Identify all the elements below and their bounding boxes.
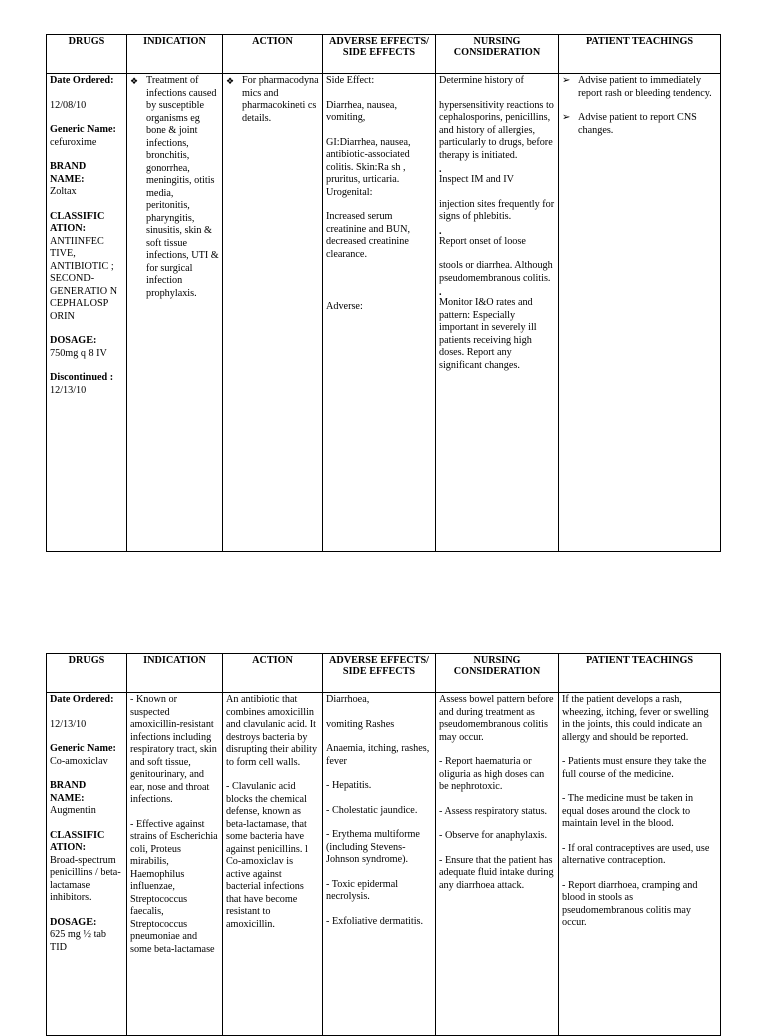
date-ordered-label: Date Ordered:: [50, 75, 114, 86]
generic-name-value: Co-amoxiclav: [50, 755, 108, 767]
adverse-text: Anaemia, itching, rashes, fever: [326, 743, 430, 767]
dosage-value: 625 mg ½ tab TID: [50, 929, 107, 953]
date-ordered-value: 12/08/10: [50, 99, 87, 111]
teaching-text: - Report diarrhoea, cramping and blood in stools as pseudomembranous colitis may occur.: [562, 879, 698, 928]
bullet-dot: .: [439, 164, 442, 175]
brand-name-label: BRAND NAME:: [50, 780, 87, 804]
indication-text: - Effective against strains of Escherichia coli, Proteus mirabilis, Haemophilus influenzae, Streptococcus faecalis, Streptococcus pneumoniae and some beta-lactamase: [130, 818, 218, 955]
drug-table-cefuroxime: [46, 34, 721, 552]
header-adverse-effects: ADVERSE EFFECTS/ SIDE EFFECTS: [323, 654, 436, 693]
generic-name-value: cefuroxime: [50, 136, 97, 148]
indication-text: - Known or suspected amoxicillin-resistant infections including respiratory tract, skin and soft tissue, genitourinary, and ear, nose and throat infections.: [130, 694, 217, 805]
adverse-text: vomiting Rashes: [326, 718, 395, 730]
table-header-row: [47, 654, 721, 693]
adverse-text: GI:Diarrhea, nausea, antibiotic-associated colitis. Skin:Ra sh , pruritus, urticaria. Urogenital:: [326, 136, 411, 198]
action-text: An antibiotic that combines amoxicillin and clavulanic acid. It destroys bacteria by disrupting their ability to form cell walls.: [226, 694, 318, 768]
discontinued-value: 12/13/10: [50, 384, 87, 396]
indication-cell: [127, 693, 223, 1036]
nursing-text: Monitor I&O rates and pattern: Especially important in severely ill patients receiving high doses. Report any significant changes.: [439, 297, 537, 371]
action-cell: [223, 74, 323, 552]
nursing-text: - Ensure that the patient has adequate fluid intake during any diarrhoea attack.: [439, 854, 554, 891]
table-header-row: [47, 35, 721, 74]
action-item: ❖ For pharmacodyna mics and pharmacokineti cs details.: [226, 75, 319, 125]
adverse-text: - Exfoliative dermatitis.: [326, 915, 424, 927]
teaching-item: ➢ Advise patient to report CNS changes.: [562, 112, 717, 137]
classification-label: CLASSIFIC ATION:: [50, 829, 105, 853]
drugs-cell: [47, 74, 127, 552]
nursing-text: Determine history of: [439, 75, 524, 86]
adverse-effects-cell: [323, 74, 436, 552]
adverse-text: - Toxic epidermal necrolysis.: [326, 878, 399, 902]
header-indication: INDICATION: [127, 35, 223, 74]
nursing-text: Inspect IM and IV: [439, 174, 514, 185]
adverse-text: Adverse:: [326, 301, 363, 312]
adverse-text: - Erythema multiforme (including Stevens-Johnson syndrome).: [326, 829, 420, 865]
nursing-text: Assess bowel pattern before and during treatment as pseudomembranous colitis may occur.: [439, 694, 554, 743]
patient-teachings-cell: [559, 74, 721, 552]
adverse-effects-cell: [323, 693, 436, 1036]
nursing-text: injection sites frequently for signs of phlebitis.: [439, 198, 555, 222]
bullet-dot: .: [439, 287, 442, 298]
classification-value: ANTIINFEC TIVE, ANTIBIOTIC ; SECOND-GENERATIO N CEPHALOSP ORIN: [50, 235, 118, 322]
dosage-label: DOSAGE:: [50, 335, 97, 346]
adverse-text: Side Effect:: [326, 75, 375, 86]
nursing-text: hypersensitivity reactions to cephalosporins, penicillins, and history of allergies, particularly to drugs, before therapy is initiated.: [439, 99, 554, 161]
action-cell: [223, 693, 323, 1036]
action-text: - Clavulanic acid blocks the chemical defense, known as beta-lactamase, that some bacteria have against penicillins. l Co-amoxiclav is active against bacterial infections that have become resistant to amoxicillin.: [226, 781, 308, 930]
header-patient-teachings: PATIENT TEACHINGS: [559, 35, 721, 74]
brand-name-label: BRAND NAME:: [50, 161, 87, 185]
nursing-text: Report onset of loose: [439, 235, 526, 247]
adverse-text: Diarrhea, nausea, vomiting,: [326, 99, 397, 123]
table-row: [47, 74, 721, 552]
teaching-text: If the patient develops a rash, wheezing, itching, fever or swelling in the joints, this could indicate an allergy and should be reported.: [562, 694, 709, 743]
header-patient-teachings: PATIENT TEACHINGS: [559, 654, 721, 693]
indication-cell: [127, 74, 223, 552]
date-ordered-label: Date Ordered:: [50, 694, 114, 705]
nursing-consideration-cell: [436, 693, 559, 1036]
header-nursing-consideration: NURSING CONSIDERATION: [436, 654, 559, 693]
adverse-text: - Hepatitis.: [326, 780, 372, 791]
teaching-text: - Patients must ensure they take the full course of the medicine.: [562, 756, 707, 780]
adverse-text: - Cholestatic jaundice.: [326, 804, 418, 816]
header-drugs: DRUGS: [47, 654, 127, 693]
teaching-item: ➢ Advise patient to immediately report rash or bleeding tendency.: [562, 75, 717, 100]
nursing-consideration-cell: [436, 74, 559, 552]
adverse-text: Diarrhoea,: [326, 694, 370, 705]
bullet-dot: .: [439, 225, 442, 237]
header-action: ACTION: [223, 654, 323, 693]
teaching-text: - The medicine must be taken in equal doses around the clock to maintain level in the blood.: [562, 793, 694, 829]
discontinued-label: Discontinued :: [50, 372, 114, 383]
table-row: [47, 693, 721, 1036]
dosage-value: 750mg q 8 IV: [50, 347, 107, 359]
classification-label: CLASSIFIC ATION:: [50, 210, 105, 234]
teaching-text: - If oral contraceptives are used, use alternative contraception.: [562, 842, 710, 866]
brand-name-value: Zoltax: [50, 186, 77, 197]
nursing-text: - Observe for anaphylaxis.: [439, 830, 548, 841]
nursing-text: stools or diarrhea. Although pseudomembranous colitis.: [439, 260, 553, 284]
drug-table-co-amoxiclav: [46, 653, 721, 1036]
header-nursing-consideration: NURSING CONSIDERATION: [436, 35, 559, 74]
header-action: ACTION: [223, 35, 323, 74]
classification-value: Broad-spectrum penicillins / beta-lactamase inhibitors.: [50, 854, 121, 903]
patient-teachings-cell: [559, 693, 721, 1036]
dosage-label: DOSAGE:: [50, 916, 97, 928]
date-ordered-value: 12/13/10: [50, 718, 87, 730]
adverse-text: Increased serum creatinine and BUN, decreased creatinine clearance.: [326, 211, 411, 260]
generic-name-label: Generic Name:: [50, 124, 116, 135]
nursing-text: - Assess respiratory status.: [439, 805, 548, 817]
nursing-text: - Report haematuria or oliguria as high doses can be nephrotoxic.: [439, 756, 545, 792]
brand-name-value: Augmentin: [50, 805, 96, 816]
header-indication: INDICATION: [127, 654, 223, 693]
indication-item: ❖ Treatment of infections caused by susceptible organisms eg bone & joint infections, bronchitis, gonorrhea, meningitis, otitis media, peritonitis, pharyngitis, sinusitis, skin & soft tissue infections, UTI & for surgical infection prophylaxis.: [130, 75, 219, 300]
header-drugs: DRUGS: [47, 35, 127, 74]
header-adverse-effects: ADVERSE EFFECTS/ SIDE EFFECTS: [323, 35, 436, 74]
generic-name-label: Generic Name:: [50, 743, 116, 754]
drugs-cell: [47, 693, 127, 1036]
